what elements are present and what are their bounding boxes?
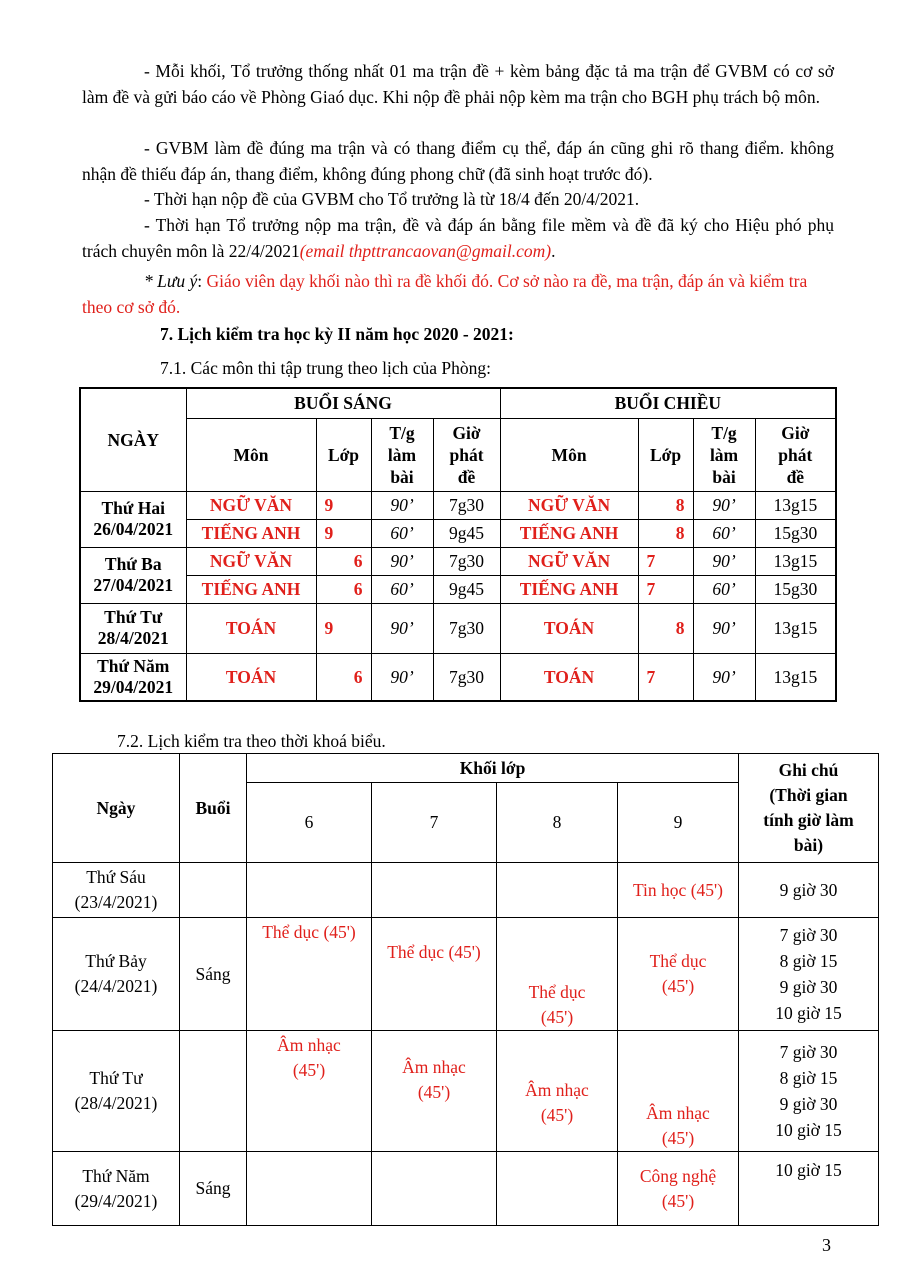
subject-cell: TOÁN <box>186 653 316 701</box>
duration-cell: 90’ <box>693 603 755 653</box>
class-cell: 6 <box>316 653 371 701</box>
class-cell: 9 <box>316 603 371 653</box>
subject-cell: TOÁN <box>186 603 316 653</box>
duration-cell: 90’ <box>371 653 433 701</box>
header-grade-6: 6 <box>247 783 372 863</box>
paragraph-note <box>82 269 834 320</box>
subject-cell: TIẾNG ANH <box>186 575 316 603</box>
header-subject-pm: Môn <box>500 418 638 491</box>
table-row <box>80 519 836 547</box>
session-cell <box>180 863 247 918</box>
class-cell: 9 <box>316 519 371 547</box>
grade-7-cell <box>372 1152 497 1226</box>
header-grade-7: 7 <box>372 783 497 863</box>
class-cell: 7 <box>638 575 693 603</box>
header-subject-am: Môn <box>186 418 316 491</box>
header-time-am: Giờ phát đề <box>433 418 500 491</box>
paragraph-deadline-teachers: - Thời hạn nộp đề của GVBM cho Tổ trưởng là từ 18/4 đến 20/4/2021. <box>144 189 640 209</box>
table-row <box>53 863 879 918</box>
time-note-cell: 7 giờ 30 8 giờ 15 9 giờ 30 10 giờ 15 <box>739 918 879 1031</box>
header-grade-block: Khối lớp <box>247 754 739 783</box>
class-cell: 7 <box>638 547 693 575</box>
note-text: Giáo viên dạy khối nào thì ra đề khối đó. Cơ sở nào ra đề, ma trận, đáp án và kiểm tra theo cơ sở đó. <box>82 271 808 317</box>
grade-9-cell: Âm nhạc (45') <box>618 1031 739 1152</box>
subject-cell: TOÁN <box>500 653 638 701</box>
time-note-cell: 9 giờ 30 <box>739 863 879 918</box>
grade-6-cell <box>247 863 372 918</box>
day-cell: Thứ Tư (28/4/2021) <box>53 1031 180 1152</box>
time-cell: 9g45 <box>433 519 500 547</box>
table-row <box>53 1152 879 1226</box>
header-morning: BUỔI SÁNG <box>186 388 500 418</box>
header-class-pm: Lớp <box>638 418 693 491</box>
class-cell: 8 <box>638 603 693 653</box>
day-cell: Thứ Sáu (23/4/2021) <box>53 863 180 918</box>
class-cell: 6 <box>316 575 371 603</box>
time-cell: 13g15 <box>755 603 836 653</box>
period: . <box>551 240 556 261</box>
section-7-1-title: 7.1. Các môn thi tập trung theo lịch của Phòng: <box>160 358 491 378</box>
paragraph-deadline-leaders <box>82 213 834 264</box>
subject-cell: TOÁN <box>500 603 638 653</box>
grade-8-cell: Âm nhạc (45') <box>497 1031 618 1152</box>
time-cell: 13g15 <box>755 547 836 575</box>
grade-7-cell <box>372 863 497 918</box>
timetable-exam-schedule-table <box>52 753 879 1226</box>
note-label: * Lưu ý <box>144 271 198 291</box>
duration-cell: 90’ <box>693 653 755 701</box>
grade-6-cell: Thể dục (45') <box>247 918 372 1031</box>
subject-cell: NGỮ VĂN <box>500 547 638 575</box>
grade-7-cell: Thể dục (45') <box>372 918 497 1031</box>
table-row <box>80 491 836 519</box>
duration-cell: 60’ <box>371 519 433 547</box>
time-note-cell: 10 giờ 15 <box>739 1152 879 1226</box>
class-cell: 7 <box>638 653 693 701</box>
header-afternoon: BUỔI CHIỀU <box>500 388 836 418</box>
day-cell: Thứ Ba 27/04/2021 <box>80 547 186 603</box>
time-cell: 13g15 <box>755 653 836 701</box>
day-cell: Thứ Tư 28/4/2021 <box>80 603 186 653</box>
time-cell: 15g30 <box>755 575 836 603</box>
class-cell: 8 <box>638 519 693 547</box>
duration-cell: 90’ <box>693 547 755 575</box>
session-cell <box>180 1031 247 1152</box>
header-session: Buổi <box>180 754 247 863</box>
duration-cell: 60’ <box>693 519 755 547</box>
grade-9-cell: Thể dục (45') <box>618 918 739 1031</box>
paragraph-exam-requirements: - GVBM làm đề đúng ma trận và có thang điểm cụ thể, đáp án cũng ghi rõ thang điểm. không nhận đề thiếu đáp án, thang điểm, không đúng phong chữ (đã sinh hoạt trước đó). <box>82 138 834 184</box>
central-exam-schedule-table <box>79 387 837 702</box>
grade-9-cell: Tin học (45') <box>618 863 739 918</box>
header-grade-9: 9 <box>618 783 739 863</box>
header-note: Ghi chú (Thời gian tính giờ làm bài) <box>739 754 879 863</box>
time-note-cell: 7 giờ 30 8 giờ 15 9 giờ 30 10 giờ 15 <box>739 1031 879 1152</box>
subject-cell: NGỮ VĂN <box>500 491 638 519</box>
deadline-text: - Thời hạn Tổ trưởng nộp ma trận, đề và đáp án bằng file mềm và đề đã ký cho Hiệu phó phụ trách chuyên môn là 22/4/2021 <box>82 215 834 261</box>
header-grade-8: 8 <box>497 783 618 863</box>
time-cell: 7g30 <box>433 547 500 575</box>
duration-cell: 90’ <box>693 491 755 519</box>
email-text: (email thpttrancaovan@gmail.com) <box>299 240 552 261</box>
subject-cell: NGỮ VĂN <box>186 491 316 519</box>
duration-cell: 60’ <box>693 575 755 603</box>
time-cell: 7g30 <box>433 653 500 701</box>
day-cell: Thứ Hai 26/04/2021 <box>80 491 186 547</box>
grade-6-cell: Âm nhạc (45') <box>247 1031 372 1152</box>
header-duration-pm: T/g làm bài <box>693 418 755 491</box>
time-cell: 13g15 <box>755 491 836 519</box>
header-class-am: Lớp <box>316 418 371 491</box>
time-cell: 15g30 <box>755 519 836 547</box>
time-cell: 7g30 <box>433 491 500 519</box>
session-cell: Sáng <box>180 918 247 1031</box>
table-row <box>53 918 879 1031</box>
time-cell: 7g30 <box>433 603 500 653</box>
subject-cell: TIẾNG ANH <box>500 519 638 547</box>
class-cell: 8 <box>638 491 693 519</box>
table-row <box>80 603 836 653</box>
grade-8-cell <box>497 863 618 918</box>
day-cell: Thứ Năm (29/4/2021) <box>53 1152 180 1226</box>
page-number: 3 <box>822 1235 831 1255</box>
day-cell: Thứ Năm 29/04/2021 <box>80 653 186 701</box>
duration-cell: 90’ <box>371 547 433 575</box>
class-cell: 9 <box>316 491 371 519</box>
day-cell: Thứ Bảy (24/4/2021) <box>53 918 180 1031</box>
grade-7-cell: Âm nhạc (45') <box>372 1031 497 1152</box>
class-cell: 6 <box>316 547 371 575</box>
grade-8-cell <box>497 1152 618 1226</box>
section-7-title: 7. Lịch kiểm tra học kỳ II năm học 2020 - 2021: <box>160 324 514 344</box>
header-time-pm: Giờ phát đề <box>755 418 836 491</box>
subject-cell: TIẾNG ANH <box>186 519 316 547</box>
header-day: Ngày <box>53 754 180 863</box>
header-duration-am: T/g làm bài <box>371 418 433 491</box>
note-colon: : <box>197 271 207 291</box>
table-row <box>80 653 836 701</box>
time-cell: 9g45 <box>433 575 500 603</box>
grade-8-cell: Thể dục (45') <box>497 918 618 1031</box>
section-7-2-title: 7.2. Lịch kiểm tra theo thời khoá biểu. <box>117 731 386 751</box>
subject-cell: TIẾNG ANH <box>500 575 638 603</box>
session-cell: Sáng <box>180 1152 247 1226</box>
duration-cell: 90’ <box>371 603 433 653</box>
header-day: NGÀY <box>80 388 186 491</box>
grade-6-cell <box>247 1152 372 1226</box>
duration-cell: 90’ <box>371 491 433 519</box>
subject-cell: NGỮ VĂN <box>186 547 316 575</box>
grade-9-cell: Công nghệ (45') <box>618 1152 739 1226</box>
duration-cell: 60’ <box>371 575 433 603</box>
table-row <box>80 575 836 603</box>
table-row <box>80 547 836 575</box>
table-row <box>53 1031 879 1152</box>
paragraph-matrix-submission: - Mỗi khối, Tổ trưởng thống nhất 01 ma trận đề + kèm bảng đặc tả ma trận để GVBM có cơ sở làm đề và gửi báo cáo về Phòng Giaó dục. Khi nộp đề phải nộp kèm ma trận cho BGH phụ trách bộ môn. <box>82 61 834 107</box>
